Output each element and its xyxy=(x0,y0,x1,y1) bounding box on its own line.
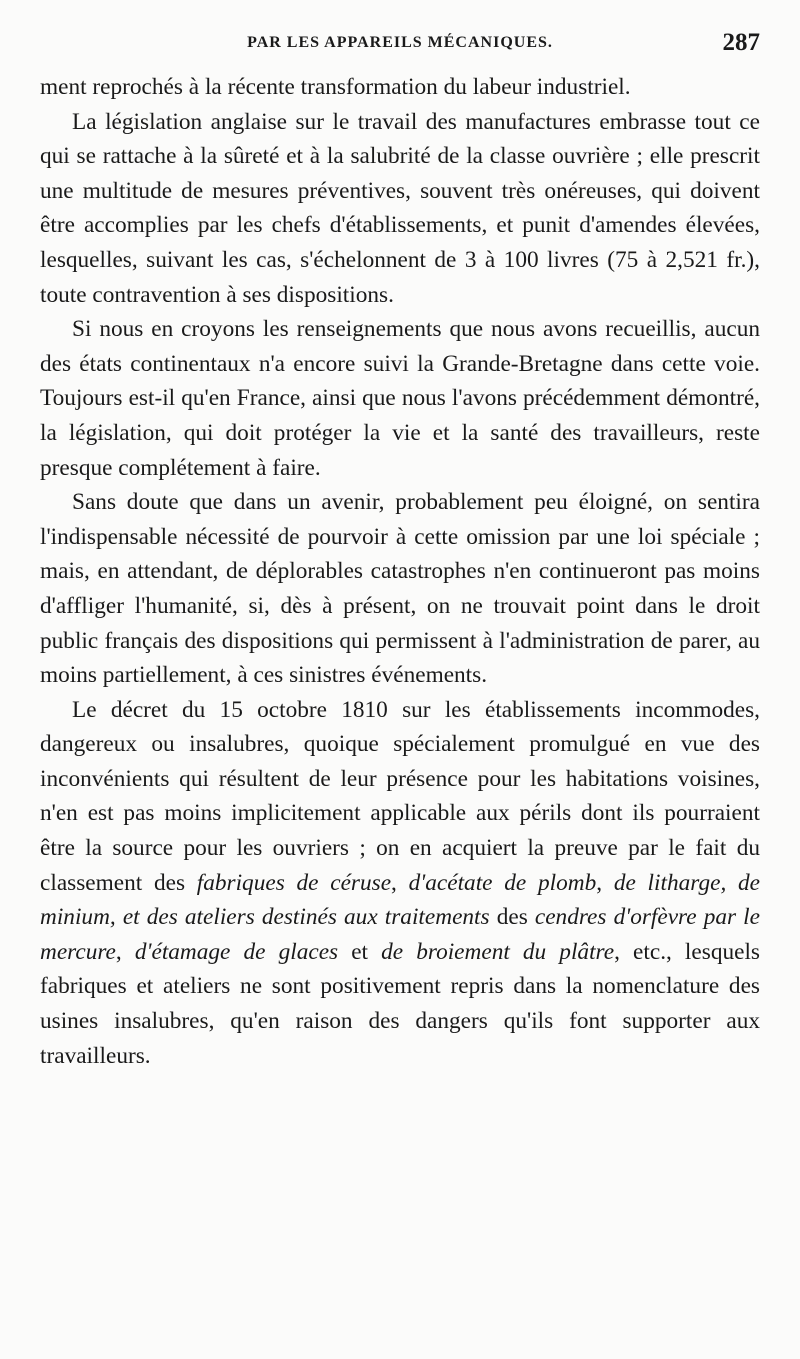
decree-text-4: des xyxy=(489,904,535,931)
decree-italic-litharge: de litharge, de minium, et des ateliers destinés aux traitements xyxy=(40,869,761,931)
paragraph-future-law: Sans doute que dans un avenir, probablement peu éloigné, on sentira l'indispensable nécessité de pourvoir à cette omission par une loi spéciale ; mais, en attendant, de déplorables catastrophes n'en continueront pas moins d'affliger l'humanité, si, dès à présent, on ne trouvait point dans le droit public français des dispositions qui permissent à l'administration de parer, au moins partiellement, à ces sinistres événements. xyxy=(40,489,760,689)
decree-italic-plomb: d'acétate de plomb xyxy=(408,869,597,896)
decree-italic-etamage: d'étamage de glaces xyxy=(134,938,339,965)
decree-text-7: , etc., lesquels fabriques et ateliers ne sont positivement repris dans la nomenclature des usines insalubres, qu'en raison des dangers qu'ils font supporter aux travailleurs. xyxy=(40,938,760,1069)
decree-text-3: , xyxy=(596,869,614,896)
decree-text-5: , xyxy=(115,938,135,965)
decree-text-1: Le décret du 15 octobre 1810 sur les établissements incommodes, dangereux ou insalubres, quoique spécialement promulgué en vue des inconvénients qui résultent de leur présence pour les habitations voisines, n'en est pas moins implicitement applicable aux périls dont ils pourraient être la source pour les ouvriers ; on en acquiert la preuve par le fait du classement des xyxy=(40,696,760,896)
paragraph-continental-states: Si nous en croyons les renseignements que nous avons recueillis, aucun des états continentaux n'a encore suivi la Grande-Bretagne dans cette voie. Toujours est-il qu'en France, ainsi que nous l'avons précédemment démontré, la législation, qui doit protéger la vie et la santé des travailleurs, reste presque complétement à faire. xyxy=(40,316,760,481)
paragraph-decree-1810 xyxy=(40,693,760,1074)
decree-italic-platre: de broiement du plâtre xyxy=(381,938,615,965)
body-text xyxy=(40,70,760,1073)
paragraph-english-legislation: La législation anglaise sur le travail des manufactures embrasse tout ce qui se rattache à la sûreté et à la salubrité de la classe ouvrière ; elle prescrit une multitude de mesures préventives, souvent très onéreuses, qui doivent être accomplies par les chefs d'établissements, et punit d'amendes élevées, lesquelles, suivant les cas, s'échelonnent de 3 à 100 livres (75 à 2,521 fr.), toute contravention à ses dispositions. xyxy=(40,108,760,308)
decree-italic-cendres: cendres d'orfèvre par le mercure xyxy=(40,904,760,965)
running-head xyxy=(40,29,760,64)
page-number: 287 xyxy=(722,29,760,56)
running-title: PAR LES APPAREILS MÉCANIQUES. xyxy=(247,34,553,51)
decree-italic-ceruse: fabriques de céruse xyxy=(196,869,392,896)
decree-text-2: , xyxy=(391,869,409,896)
decree-text-6: et xyxy=(338,938,382,965)
paragraph-continuation: ment reprochés à la récente transformation du labeur industriel. xyxy=(40,74,631,100)
